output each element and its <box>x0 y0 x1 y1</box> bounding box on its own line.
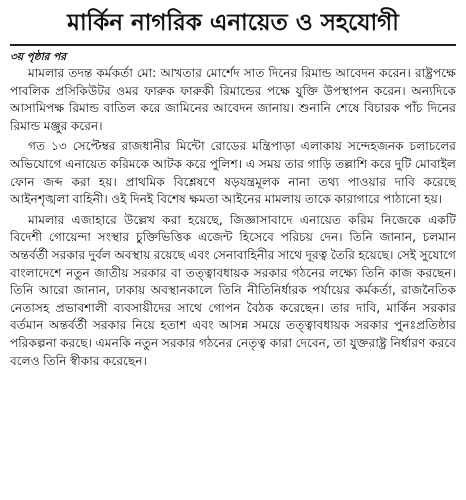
headline-divider <box>10 44 456 46</box>
headline: মার্কিন নাগরিক এনায়েত ও সহযোগী <box>67 10 399 36</box>
article-body <box>10 65 456 370</box>
continued-from-label: ৩য় পৃষ্ঠার পর <box>10 51 67 63</box>
article-paragraph: মামলার এজাহারে উল্লেখ করা হয়েছে, জিজ্ঞাসাবাদে এনায়েত করিম নিজেকে একটি বিদেশী গোয়েন্দা সংস্থার চুক্তিভিত্তিক এজেন্ট হিসেবে পরিচয় দেন। তিনি জানান, চলমান অন্তর্বর্তী সরকার দুর্বল অবস্থায় রয়েছে এবং সেনাবাহিনীর সাথে দূরত্ব তৈরি হয়েছে। সেই সুযোগে বাংলাদেশে নতুন জাতীয় সরকার বা তত্ত্বাবধায়ক সরকার গঠনের লক্ষ্যে তিনি কাজ করছেন। তিনি আরো জানান, ঢাকায় অবস্থানকালে তিনি নীতিনির্ধারক পর্যায়ের কর্মকর্তা, রাজনৈতিক নেতাসহ প্রভাবশালী ব্যবসায়ীদের সাথে গোপন বৈঠক করেছেন। তার দাবি, মার্কিন সরকার বর্তমান অন্তর্বর্তী সরকার নিয়ে হতাশ এবং আসন্ন সময়ে তত্ত্বাবধায়ক সরকার পুনঃপ্রতিষ্ঠার পরিকল্পনা করছে। এমনকি নতুন সরকার গঠনের নেতৃত্ব কারা দেবেন, তা যুক্তরাষ্ট্র নির্ধারণ করবে বলেও তিনি স্বীকার করেছেন। <box>10 212 456 368</box>
article-paragraph: মামলার তদন্ত কর্মকর্তা মো: আখতার মোর্শেদ সাত দিনের রিমান্ড আবেদন করেন। রাষ্ট্রপক্ষে পাবলিক প্রসিকিউটর ওমর ফারুক ফারুকী রিমান্ডের পক্ষে যুক্তি উপস্থাপন করেন। অন্যদিকে আসামিপক্ষ রিমান্ড বাতিল করে জামিনের আবেদন জানায়। শুনানি শেষে বিচারক পাঁচ দিনের রিমান্ড মঞ্জুর করেন। <box>10 66 456 133</box>
article-paragraph: গত ১৩ সেপ্টেম্বর রাজধানীর মিন্টো রোডের মন্ত্রিপাড়া এলাকায় সন্দেহজনক চলাচলের অভিযোগে এনায়েত করিমকে আটক করে পুলিশ। এ সময় তার গাড়ি তল্লাশি করে দুটি মোবাইল ফোন জব্দ করা হয়। প্রাথমিক বিশ্লেষণে ষড়যন্ত্রমূলক নানা তথ্য পাওয়ার দাবি করেছে আইনশৃঙ্খলা বাহিনী। ওই দিনই বিশেষ ক্ষমতা আইনের মামলায় তাকে কারাগারে পাঠানো হয়। <box>10 139 456 207</box>
